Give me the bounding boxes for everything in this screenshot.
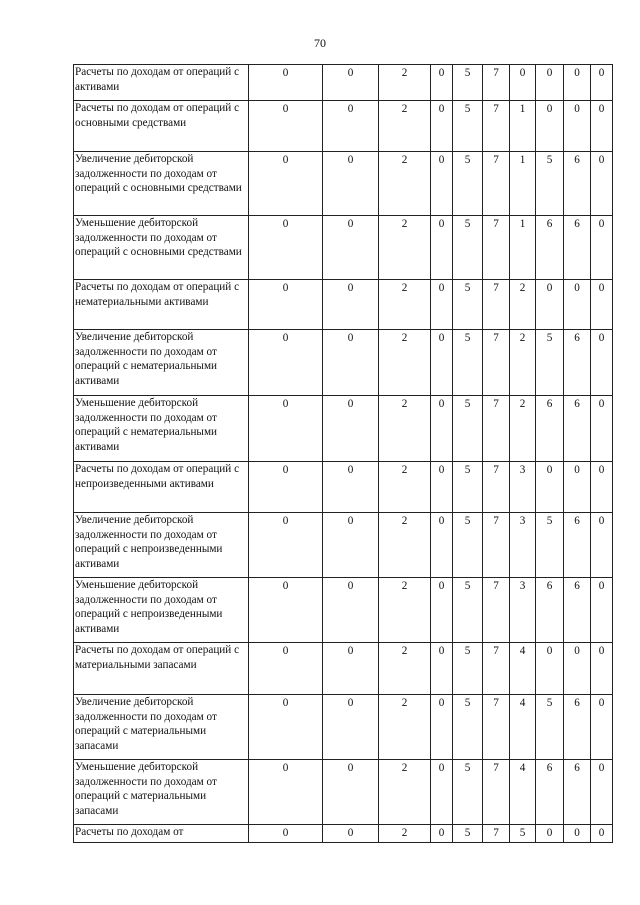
code-digit-cell: 5 xyxy=(510,825,536,843)
code-digit-cell: 6 xyxy=(564,152,591,216)
code-digit-cell: 2 xyxy=(379,578,431,643)
code-digit-cell: 0 xyxy=(249,152,323,216)
code-digit-cell: 0 xyxy=(536,280,564,330)
code-digit-cell: 0 xyxy=(591,330,613,396)
code-digit-cell: 0 xyxy=(323,462,379,513)
code-digit-cell: 0 xyxy=(249,695,323,760)
code-digit-cell: 6 xyxy=(564,216,591,280)
code-digit-cell: 1 xyxy=(510,216,536,280)
code-digit-cell: 0 xyxy=(249,101,323,152)
code-digit-cell: 7 xyxy=(483,760,510,825)
code-digit-cell: 3 xyxy=(510,513,536,578)
code-digit-cell: 2 xyxy=(379,462,431,513)
code-digit-cell: 0 xyxy=(591,695,613,760)
table-row xyxy=(74,513,613,578)
code-digit-cell: 0 xyxy=(591,216,613,280)
code-digit-cell: 7 xyxy=(483,152,510,216)
code-digit-cell: 0 xyxy=(431,643,453,695)
code-digit-cell: 0 xyxy=(564,280,591,330)
code-digit-cell: 0 xyxy=(591,578,613,643)
code-digit-cell: 0 xyxy=(431,101,453,152)
code-digit-cell: 7 xyxy=(483,643,510,695)
code-digit-cell: 0 xyxy=(591,396,613,462)
code-digit-cell: 5 xyxy=(453,513,483,578)
code-digit-cell: 1 xyxy=(510,152,536,216)
code-digit-cell: 4 xyxy=(510,643,536,695)
table-row xyxy=(74,695,613,760)
code-digit-cell: 0 xyxy=(431,216,453,280)
code-digit-cell: 0 xyxy=(431,280,453,330)
code-digit-cell: 7 xyxy=(483,280,510,330)
code-digit-cell: 5 xyxy=(453,760,483,825)
code-digit-cell: 6 xyxy=(536,578,564,643)
code-digit-cell: 0 xyxy=(431,462,453,513)
table-body xyxy=(74,65,613,843)
row-description: Расчеты по доходам от операций с непроизведенными активами xyxy=(74,462,249,513)
code-digit-cell: 2 xyxy=(379,825,431,843)
code-digit-cell: 2 xyxy=(510,280,536,330)
code-digit-cell: 0 xyxy=(323,330,379,396)
code-digit-cell: 0 xyxy=(536,462,564,513)
code-digit-cell: 5 xyxy=(453,695,483,760)
code-digit-cell: 0 xyxy=(323,643,379,695)
code-digit-cell: 0 xyxy=(249,760,323,825)
table-row xyxy=(74,643,613,695)
code-digit-cell: 5 xyxy=(453,825,483,843)
code-digit-cell: 0 xyxy=(249,825,323,843)
code-digit-cell: 0 xyxy=(249,280,323,330)
code-digit-cell: 4 xyxy=(510,695,536,760)
row-description: Уменьшение дебиторской задолженности по доходам от операций с нематериальными активами xyxy=(74,396,249,462)
code-digit-cell: 0 xyxy=(323,280,379,330)
code-digit-cell: 0 xyxy=(431,152,453,216)
code-digit-cell: 0 xyxy=(536,65,564,101)
code-digit-cell: 0 xyxy=(591,152,613,216)
table-row xyxy=(74,65,613,101)
code-digit-cell: 2 xyxy=(379,513,431,578)
code-digit-cell: 6 xyxy=(536,216,564,280)
code-digit-cell: 0 xyxy=(431,760,453,825)
code-digit-cell: 0 xyxy=(591,643,613,695)
row-description: Увеличение дебиторской задолженности по доходам от операций с нематериальными активами xyxy=(74,330,249,396)
code-digit-cell: 0 xyxy=(536,643,564,695)
code-digit-cell: 0 xyxy=(323,216,379,280)
code-digit-cell: 5 xyxy=(453,330,483,396)
code-digit-cell: 0 xyxy=(536,101,564,152)
code-digit-cell: 6 xyxy=(536,760,564,825)
code-digit-cell: 0 xyxy=(564,825,591,843)
code-digit-cell: 5 xyxy=(536,695,564,760)
code-digit-cell: 5 xyxy=(536,330,564,396)
code-digit-cell: 6 xyxy=(536,396,564,462)
row-description: Расчеты по доходам от операций с нематериальными активами xyxy=(74,280,249,330)
code-digit-cell: 7 xyxy=(483,101,510,152)
code-digit-cell: 6 xyxy=(564,578,591,643)
code-digit-cell: 2 xyxy=(510,396,536,462)
code-digit-cell: 5 xyxy=(453,65,483,101)
code-digit-cell: 0 xyxy=(591,101,613,152)
code-digit-cell: 5 xyxy=(453,462,483,513)
code-digit-cell: 0 xyxy=(431,513,453,578)
code-digit-cell: 0 xyxy=(564,65,591,101)
row-description: Увеличение дебиторской задолженности по доходам от операций с непроизведенными активами xyxy=(74,513,249,578)
row-description: Расчеты по доходам от операций с активами xyxy=(74,65,249,101)
code-digit-cell: 2 xyxy=(379,396,431,462)
code-digit-cell: 2 xyxy=(379,643,431,695)
code-digit-cell: 0 xyxy=(323,760,379,825)
code-digit-cell: 6 xyxy=(564,513,591,578)
code-digit-cell: 0 xyxy=(591,760,613,825)
row-description: Уменьшение дебиторской задолженности по доходам от операций с основными средствами xyxy=(74,216,249,280)
code-digit-cell: 0 xyxy=(591,462,613,513)
code-digit-cell: 0 xyxy=(431,578,453,643)
code-digit-cell: 0 xyxy=(564,462,591,513)
code-digit-cell: 2 xyxy=(379,65,431,101)
code-digit-cell: 6 xyxy=(564,695,591,760)
code-digit-cell: 0 xyxy=(249,216,323,280)
code-digit-cell: 5 xyxy=(453,152,483,216)
code-digit-cell: 0 xyxy=(249,578,323,643)
code-digit-cell: 2 xyxy=(379,695,431,760)
code-digit-cell: 0 xyxy=(431,65,453,101)
code-digit-cell: 7 xyxy=(483,216,510,280)
code-digit-cell: 7 xyxy=(483,65,510,101)
table-row xyxy=(74,825,613,843)
code-digit-cell: 3 xyxy=(510,578,536,643)
code-digit-cell: 0 xyxy=(323,152,379,216)
code-digit-cell: 0 xyxy=(249,330,323,396)
code-digit-cell: 2 xyxy=(379,760,431,825)
code-digit-cell: 2 xyxy=(379,216,431,280)
table-row xyxy=(74,760,613,825)
table-row xyxy=(74,578,613,643)
row-description: Уменьшение дебиторской задолженности по доходам от операций с материальными запасами xyxy=(74,760,249,825)
code-digit-cell: 2 xyxy=(379,101,431,152)
code-digit-cell: 6 xyxy=(564,396,591,462)
row-description: Уменьшение дебиторской задолженности по доходам от операций с непроизведенными активами xyxy=(74,578,249,643)
code-digit-cell: 0 xyxy=(323,695,379,760)
code-digit-cell: 0 xyxy=(323,513,379,578)
code-digit-cell: 0 xyxy=(591,65,613,101)
page-number: 70 xyxy=(314,36,326,50)
code-digit-cell: 0 xyxy=(323,578,379,643)
table-row xyxy=(74,216,613,280)
code-digit-cell: 7 xyxy=(483,825,510,843)
code-digit-cell: 0 xyxy=(249,643,323,695)
code-digit-cell: 0 xyxy=(536,825,564,843)
row-description: Расчеты по доходам от операций с материальными запасами xyxy=(74,643,249,695)
code-digit-cell: 3 xyxy=(510,462,536,513)
table-row xyxy=(74,330,613,396)
code-digit-cell: 6 xyxy=(564,760,591,825)
row-description: Увеличение дебиторской задолженности по доходам от операций с материальными запасами xyxy=(74,695,249,760)
code-digit-cell: 0 xyxy=(323,825,379,843)
code-digit-cell: 2 xyxy=(510,330,536,396)
budget-classification-table xyxy=(73,64,613,843)
row-description: Расчеты по доходам от xyxy=(74,825,249,843)
code-digit-cell: 5 xyxy=(453,578,483,643)
code-digit-cell: 5 xyxy=(536,513,564,578)
code-digit-cell: 7 xyxy=(483,513,510,578)
code-digit-cell: 6 xyxy=(564,330,591,396)
code-digit-cell: 7 xyxy=(483,330,510,396)
code-digit-cell: 5 xyxy=(453,643,483,695)
code-digit-cell: 0 xyxy=(249,396,323,462)
table-row xyxy=(74,280,613,330)
table-row xyxy=(74,396,613,462)
code-digit-cell: 0 xyxy=(323,65,379,101)
code-digit-cell: 2 xyxy=(379,280,431,330)
code-digit-cell: 0 xyxy=(591,513,613,578)
code-digit-cell: 5 xyxy=(453,280,483,330)
code-digit-cell: 0 xyxy=(249,513,323,578)
table-row xyxy=(74,152,613,216)
code-digit-cell: 2 xyxy=(379,152,431,216)
code-digit-cell: 0 xyxy=(323,396,379,462)
code-digit-cell: 0 xyxy=(431,825,453,843)
row-description: Расчеты по доходам от операций с основными средствами xyxy=(74,101,249,152)
code-digit-cell: 0 xyxy=(564,643,591,695)
code-digit-cell: 0 xyxy=(249,462,323,513)
code-digit-cell: 0 xyxy=(249,65,323,101)
code-digit-cell: 1 xyxy=(510,101,536,152)
code-digit-cell: 5 xyxy=(453,101,483,152)
code-digit-cell: 0 xyxy=(431,330,453,396)
code-digit-cell: 5 xyxy=(453,216,483,280)
code-digit-cell: 0 xyxy=(564,101,591,152)
code-digit-cell: 7 xyxy=(483,695,510,760)
table-row xyxy=(74,462,613,513)
code-digit-cell: 7 xyxy=(483,462,510,513)
code-digit-cell: 0 xyxy=(323,101,379,152)
code-digit-cell: 0 xyxy=(591,280,613,330)
code-digit-cell: 5 xyxy=(536,152,564,216)
code-digit-cell: 0 xyxy=(431,695,453,760)
row-description: Увеличение дебиторской задолженности по доходам от операций с основными средствами xyxy=(74,152,249,216)
code-digit-cell: 7 xyxy=(483,396,510,462)
code-digit-cell: 0 xyxy=(591,825,613,843)
code-digit-cell: 7 xyxy=(483,578,510,643)
code-digit-cell: 4 xyxy=(510,760,536,825)
code-digit-cell: 2 xyxy=(379,330,431,396)
table-row xyxy=(74,101,613,152)
code-digit-cell: 0 xyxy=(431,396,453,462)
code-digit-cell: 5 xyxy=(453,396,483,462)
code-digit-cell: 0 xyxy=(510,65,536,101)
